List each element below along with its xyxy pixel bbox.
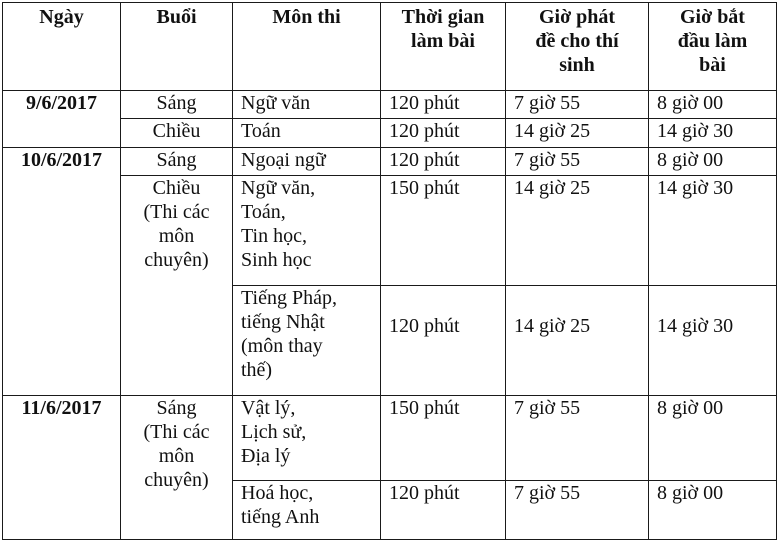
- subject-cell: Toán: [233, 119, 381, 147]
- subject-cell: Vật lý, Lịch sử, Địa lý: [233, 395, 381, 480]
- header-subject: Môn thi: [233, 3, 381, 91]
- subject-cell: Ngoại ngữ: [233, 147, 381, 175]
- hand-out-cell: 7 giờ 55: [506, 147, 649, 175]
- hand-out-cell: 14 giờ 25: [506, 119, 649, 147]
- duration-cell: 120 phút: [381, 91, 506, 119]
- hand-out-cell: 7 giờ 55: [506, 395, 649, 480]
- duration-cell: 120 phút: [381, 481, 506, 540]
- session-cell: Sáng (Thi các môn chuyên): [121, 395, 233, 539]
- hand-out-cell: 7 giờ 55: [506, 481, 649, 540]
- duration-cell: 120 phút: [381, 147, 506, 175]
- subject-cell: Ngữ văn, Toán, Tin học, Sinh học: [233, 176, 381, 286]
- session-cell: Chiều: [121, 119, 233, 147]
- table-row: [3, 91, 777, 119]
- exam-schedule-table: [2, 2, 777, 540]
- start-cell: 8 giờ 00: [649, 395, 777, 480]
- subject-cell: Tiếng Pháp, tiếng Nhật (môn thay thế): [233, 286, 381, 396]
- start-cell: 8 giờ 00: [649, 91, 777, 119]
- session-cell: Chiều (Thi các môn chuyên): [121, 176, 233, 395]
- duration-cell: 120 phút: [381, 119, 506, 147]
- day-cell: 9/6/2017: [3, 91, 121, 148]
- start-cell: 8 giờ 00: [649, 147, 777, 175]
- hand-out-cell: 14 giờ 25: [506, 286, 649, 396]
- duration-cell: 120 phút: [381, 286, 506, 396]
- header-row: [3, 3, 777, 91]
- header-hand-out-time: Giờ phát đề cho thí sinh: [506, 3, 649, 91]
- start-cell: 8 giờ 00: [649, 481, 777, 540]
- start-cell: 14 giờ 30: [649, 176, 777, 286]
- header-day: Ngày: [3, 3, 121, 91]
- subject-cell: Hoá học, tiếng Anh: [233, 481, 381, 540]
- hand-out-cell: 14 giờ 25: [506, 176, 649, 286]
- day-cell: 10/6/2017: [3, 147, 121, 395]
- start-cell: 14 giờ 30: [649, 286, 777, 396]
- table-row: [3, 395, 777, 480]
- session-cell: Sáng: [121, 91, 233, 119]
- table-row: [3, 147, 777, 175]
- header-session: Buổi: [121, 3, 233, 91]
- duration-cell: 150 phút: [381, 176, 506, 286]
- session-cell: Sáng: [121, 147, 233, 175]
- hand-out-cell: 7 giờ 55: [506, 91, 649, 119]
- duration-cell: 150 phút: [381, 395, 506, 480]
- start-cell: 14 giờ 30: [649, 119, 777, 147]
- header-duration: Thời gian làm bài: [381, 3, 506, 91]
- header-start-time: Giờ bắt đầu làm bài: [649, 3, 777, 91]
- subject-cell: Ngữ văn: [233, 91, 381, 119]
- day-cell: 11/6/2017: [3, 395, 121, 539]
